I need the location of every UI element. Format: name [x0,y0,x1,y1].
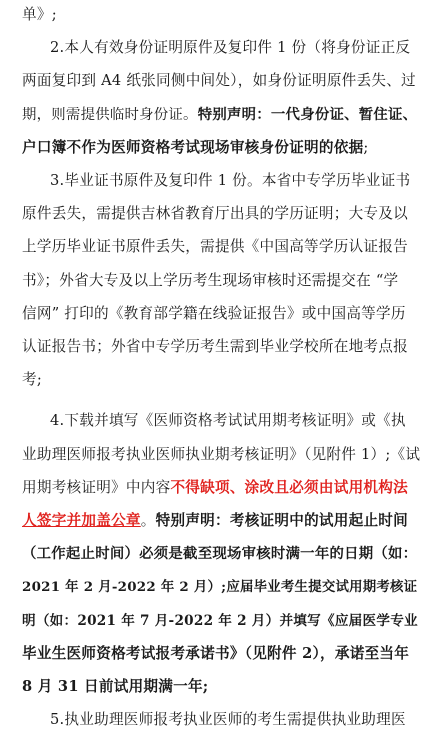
text-line [22,100,417,130]
paragraph-2-line [50,33,410,63]
text-line [22,332,408,362]
text-segment: 书》；外省大专及以上学历考生现场审核时还需提交在 “学 [22,271,399,289]
text-line [22,266,398,296]
text-segment: 业助理医师报考执业医师执业期考核证明》（见附件 1）;《试 [22,445,421,463]
text-segment: 两面复印到 A4 纸张同侧中间处），如身份证明原件丢失、过 [22,72,416,90]
bold-notice: 2021 年 2 月-2022 年 2 月）;应届毕业考生提交试用期考核证 [22,579,418,596]
text-segment: 考; [22,371,43,389]
text-line [22,199,408,229]
text-segment: 原件丢失，需提供吉林省教育厅出具的学历证明；大专及以 [22,205,408,223]
text-segment: 4.下载并填写《医师资格考试试用期考核证明》或《执 [50,412,406,430]
text-segment: 认证报告书；外省中专学历考生需到毕业学校所在地考点报 [22,338,408,355]
text-line [22,440,420,470]
text-line [22,672,208,702]
text-segment: 。 [140,512,156,529]
text-segment: ; [363,138,369,156]
bold-notice: 明（如：2021 年 7 月-2022 年 2 月）并填写《应届医学专业 [22,612,418,629]
bold-notice: 特别声明：一代身份证、暂住证、 [197,105,418,123]
text-line [22,66,416,96]
bold-notice: （见附件 2），承诺至当年 [244,644,410,662]
text-segment: 用期考核证明》中内容 [22,478,171,496]
bold-notice: 8 月 31 日前试用期满一年; [22,678,209,695]
paragraph-4-line [50,406,406,436]
text-segment: 单》; [22,6,57,23]
text-segment: 2.本人有效身份证明原件及复印件 1 份（将身份证正反 [50,39,411,57]
text-segment: 5.执业助理医师报考执业医师的考生需提供执业助理医 [50,711,406,729]
bold-notice: 户口簿不作为医师资格考试现场审核身份证明的依据 [22,138,364,156]
paragraph-3-line [50,166,410,196]
text-line [22,506,408,536]
text-line [22,133,369,163]
paragraph-5-line [50,705,406,735]
text-line [22,473,408,503]
red-underlined-emphasis: 人签字并加盖公章 [22,512,141,529]
text-line [22,539,417,569]
text-line [22,0,57,30]
text-line [22,365,42,395]
text-segment: 3.毕业证书原件及复印件 1 份。本省中专学历毕业证书 [50,172,411,189]
text-segment: 信网” 打印的《教育部学籍在线验证报告》或中国高等学历 [22,304,406,322]
bold-notice: 毕业生医师资格考试报考承诺书》 [22,644,245,662]
text-line [22,232,408,262]
text-line [22,606,418,636]
text-segment: 上学历毕业证书原件丢失，需提供《中国高等学历认证报告 [22,238,408,256]
text-line [22,299,406,329]
bold-notice: 特别声明：考核证明中的试用起止时间 [155,512,408,529]
text-line [22,639,409,669]
text-line [22,572,417,602]
text-segment: 期，则需提供临时身份证。 [22,106,198,123]
bold-notice: （工作起止时间）必须是截至现场审核时满一年的日期（如： [22,545,418,563]
red-emphasis: 不得缺项、涂改且必须由试用机构法 [170,478,408,496]
